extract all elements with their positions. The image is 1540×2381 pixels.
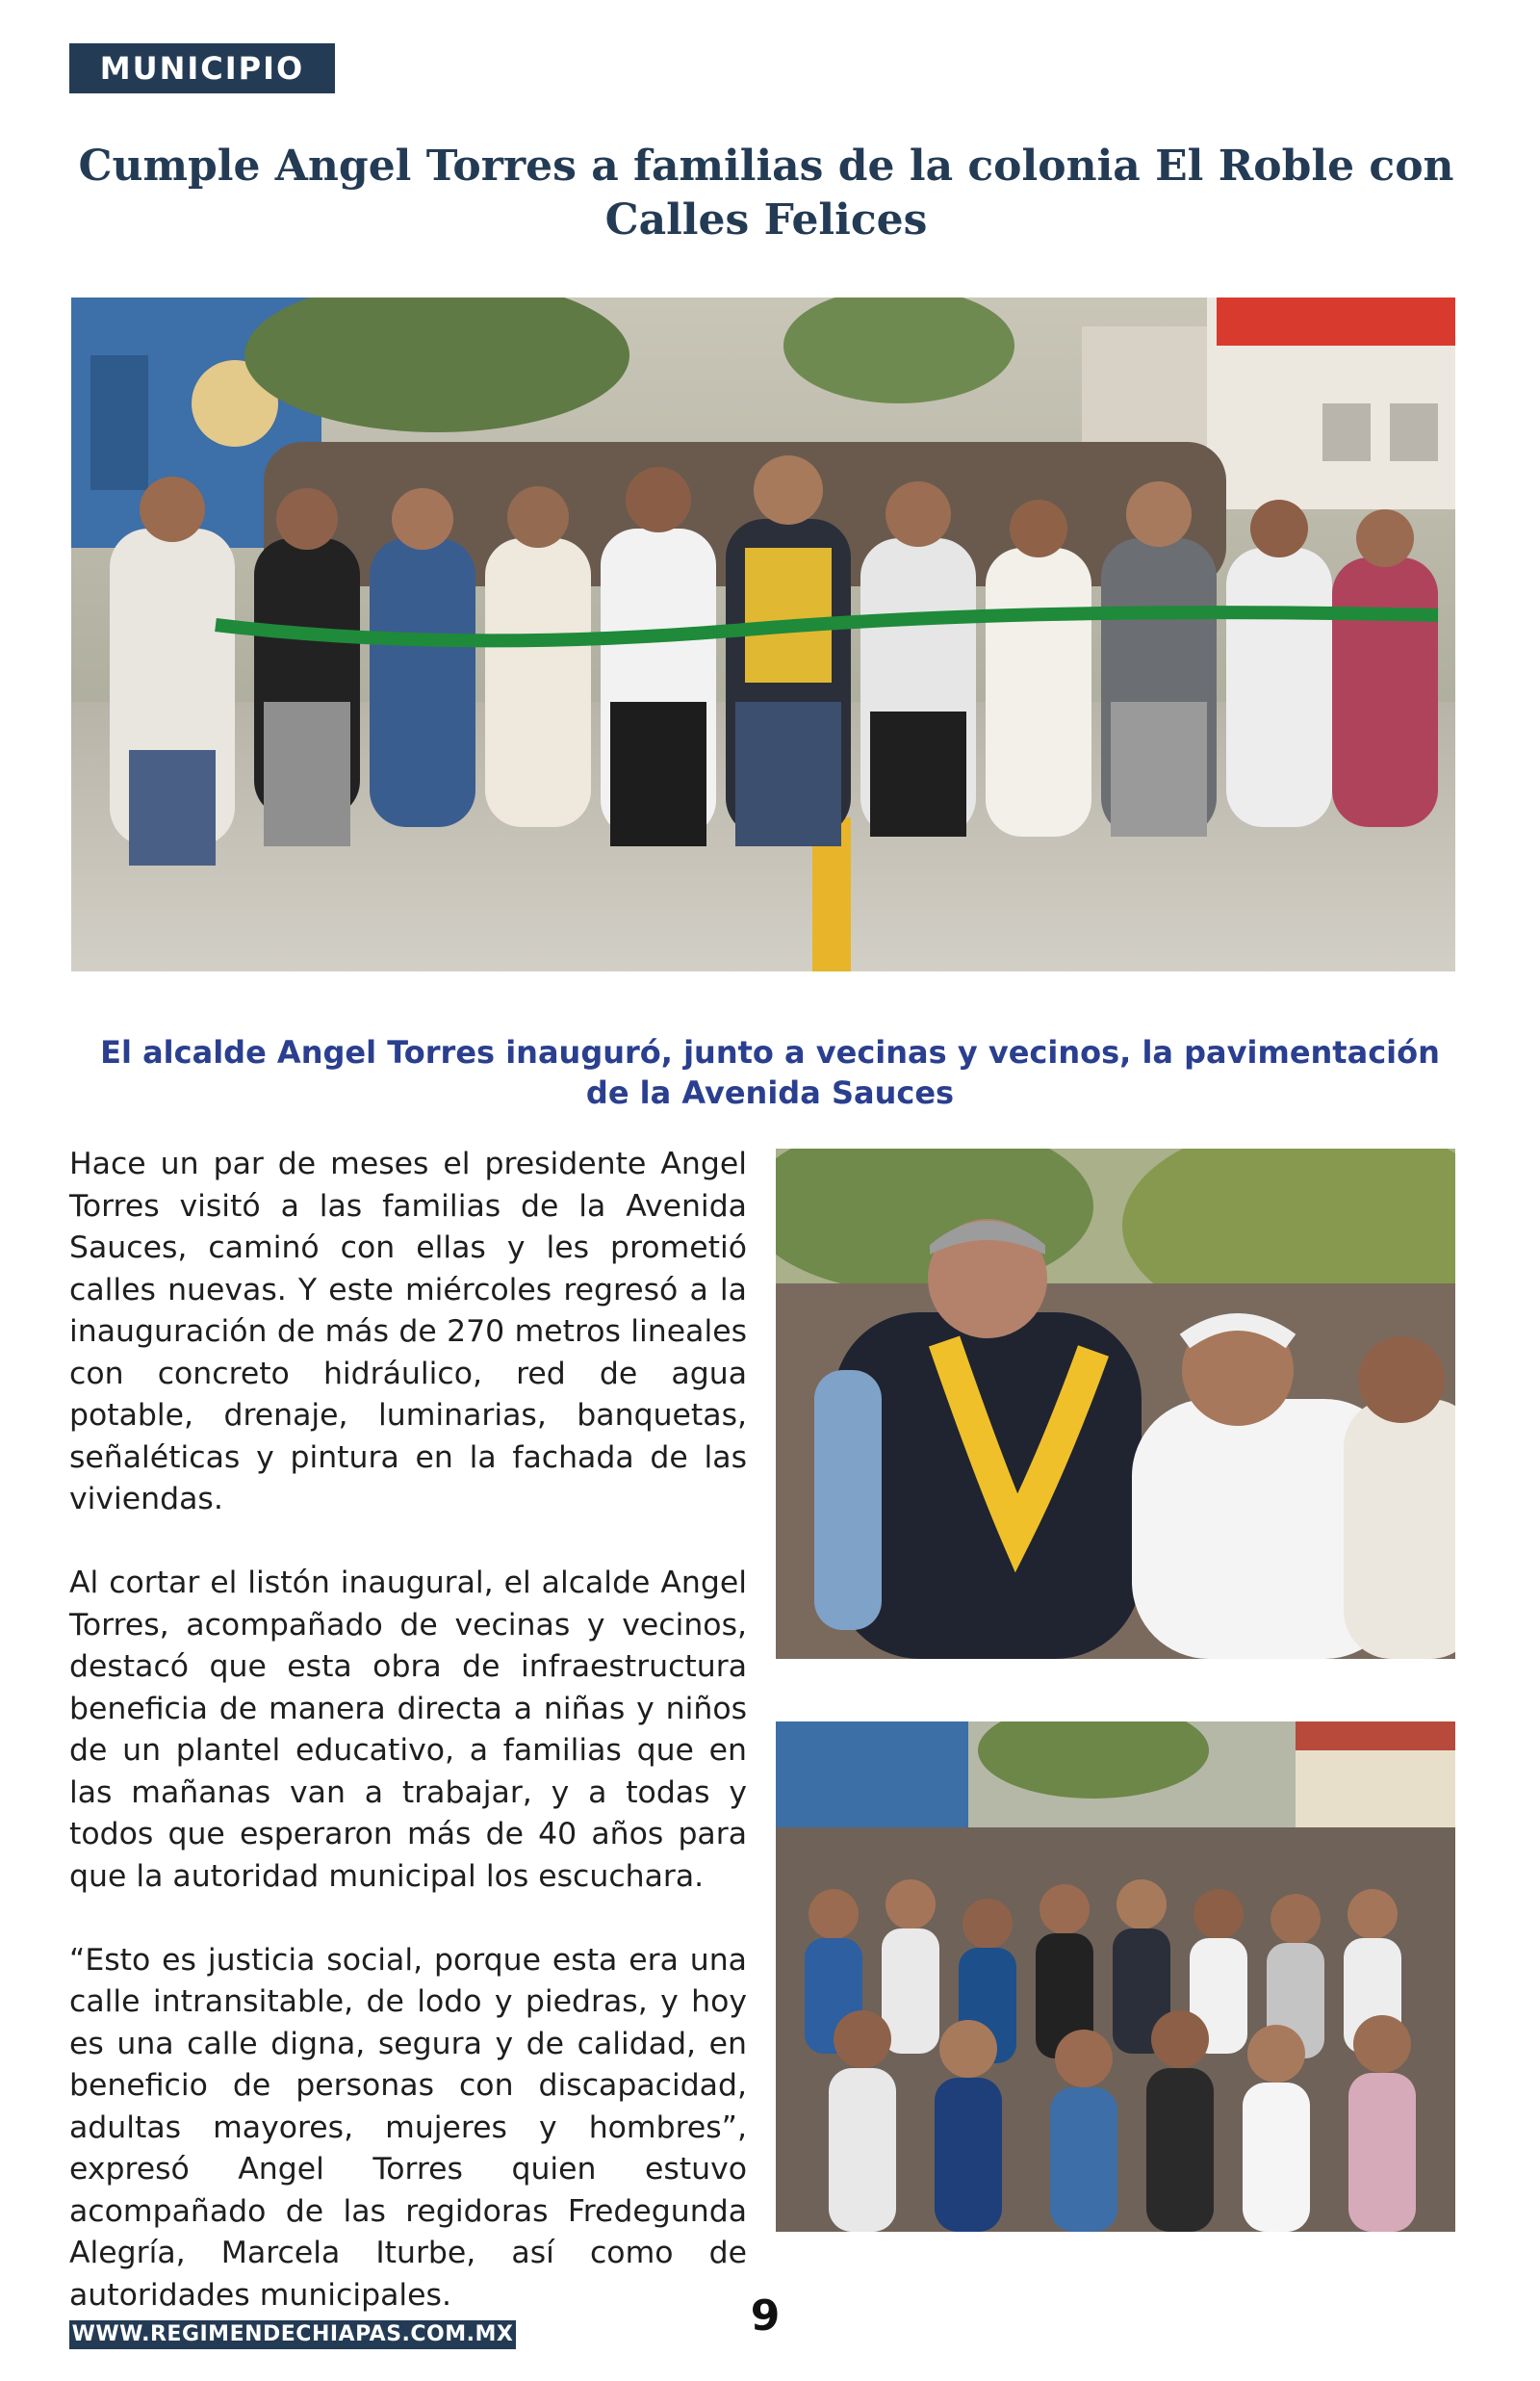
body-paragraph-3: “Esto es justicia social, porque esta era una calle intransitable, de lodo y piedras, y hoy es una calle digna, segura y de calidad, en beneficio de personas con discapacidad, adultas mayores, mujeres y hombres”, expresó Angel Torres quien estuvo acompañado de las regidoras Fredegunda Alegría, Marcela Iturbe, así como de autoridades municipales. [69, 1942, 747, 2313]
page-number: 9 [750, 2291, 781, 2341]
body-paragraph-2: Al cortar el listón inaugural, el alcalde Angel Torres, acompañado de vecinas y vecinos, destacó que esta obra de infraestructura beneficia de manera directa a niñas y niños de un plantel educativo, a familias que en las mañanas van a trabajar, y a todas y todos que esperaron más de 40 años para que la autoridad municipal los escuchara. [69, 1566, 747, 1894]
ribbon-cutting-photo [71, 298, 1455, 971]
article-headline: Cumple Angel Torres a familias de la colonia El Roble con Calles Felices [78, 142, 1454, 245]
photo-caption: El alcalde Angel Torres inauguró, junto a vecinas y vecinos, la pavimentación de la Avenida Sauces [100, 1034, 1440, 1111]
footer-website: WWW.REGIMENDECHIAPAS.COM.MX [69, 2320, 516, 2349]
section-label: MUNICIPIO [69, 43, 335, 93]
article-body [69, 1144, 747, 2359]
crowd-waving-photo [776, 1721, 1455, 2232]
body-paragraph-1: Hace un par de meses el presidente Angel Torres visitó a las familias de la Avenida Sauces, caminó con ellas y les prometió calles nuevas. Y este miércoles regresó a la inauguración de más de 270 metros lineales con concreto hidráulico, red de agua potable, drenaje, luminarias, banquetas, señaléticas y pintura en la fachada de las viviendas. [69, 1147, 747, 1516]
mayor-portrait-photo [776, 1149, 1455, 1659]
